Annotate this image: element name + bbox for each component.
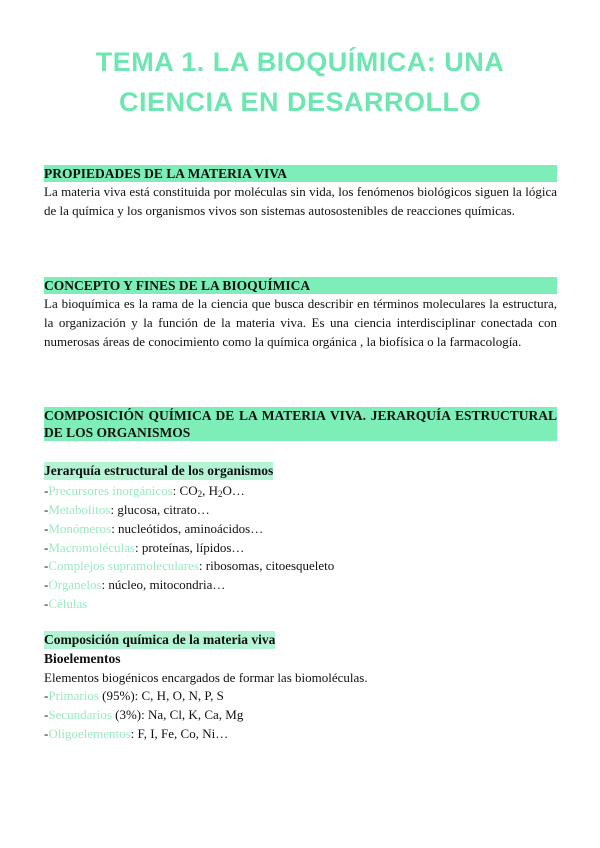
list-item: -Macromoléculas: proteínas, lípidos… <box>44 540 245 555</box>
subheading-jerarquia: Jerarquía estructural de los organismos <box>44 463 274 478</box>
list-item: -Primarios (95%): C, H, O, N, P, S <box>44 688 224 703</box>
list-item: -Oligoelementos: F, I, Fe, Co, Ni… <box>44 726 229 741</box>
list-item: -Células <box>44 596 88 611</box>
term-oligoelementos: Oligoelementos <box>48 726 131 741</box>
list-item: -Complejos supramoleculares: ribosomas, citoesqueleto <box>44 558 335 573</box>
section-heading-composicion: COMPOSICIÓN QUÍMICA DE LA MATERIA VIVA. JERARQUÍA ESTRUCTURAL DE LOS ORGANISMOS <box>44 408 557 440</box>
paragraph-concepto: La bioquímica es la rama de la ciencia que busca describir en términos moleculares la estructura, la organización y la función de la materia viva. Es una ciencia interdisciplinar conectada con numerosas áreas de conocimiento como la química orgánica , la biofísica o la farmacología. <box>44 296 557 349</box>
term-monomeros: Monómeros <box>48 521 112 536</box>
term-organelos: Organelos <box>48 577 102 592</box>
paragraph-propiedades: La materia viva está constituida por moléculas sin vida, los fenómenos biológicos siguen la lógica de la química y los organismos vivos son sistemas autosostenibles de reacciones químicas. <box>44 184 557 218</box>
term-celulas: Células <box>48 596 88 611</box>
term-primarios: Primarios <box>48 688 99 703</box>
list-item: -Precursores inorgánicos: $CO_2$, $H_2O\dots$ <box>44 483 245 499</box>
term-macromoleculas: Macromoléculas <box>48 540 135 555</box>
list-item: -Monómeros: nucleótidos, aminoácidos… <box>44 521 264 536</box>
section-heading-propiedades: PROPIEDADES DE LA MATERIA VIVA <box>44 165 557 182</box>
list-item: -Organelos: núcleo, mitocondria… <box>44 577 226 592</box>
section-heading-concepto: CONCEPTO Y FINES DE LA BIOQUÍMICA <box>44 277 557 294</box>
page-title: TEMA 1. LA BIOQUÍMICA: UNA CIENCIA EN DESARROLLO <box>95 47 505 117</box>
heading-bioelementos: Bioelementos <box>44 651 121 666</box>
term-metabolitos: Metabolitos <box>48 502 111 517</box>
list-item: -Metabolitos: glucosa, citrato… <box>44 502 210 517</box>
paragraph-bioelementos: Elementos biogénicos encargados de formar las biomoléculas. <box>44 670 368 685</box>
term-complejos: Complejos supramoleculares <box>48 558 199 573</box>
term-secundarios: Secundarios <box>48 707 112 722</box>
subheading-composicion-quimica: Composición química de la materia viva <box>44 632 276 647</box>
list-item: -Secundarios (3%): Na, Cl, K, Ca, Mg <box>44 707 244 722</box>
term-precursores: Precursores inorgánicos <box>48 483 173 498</box>
